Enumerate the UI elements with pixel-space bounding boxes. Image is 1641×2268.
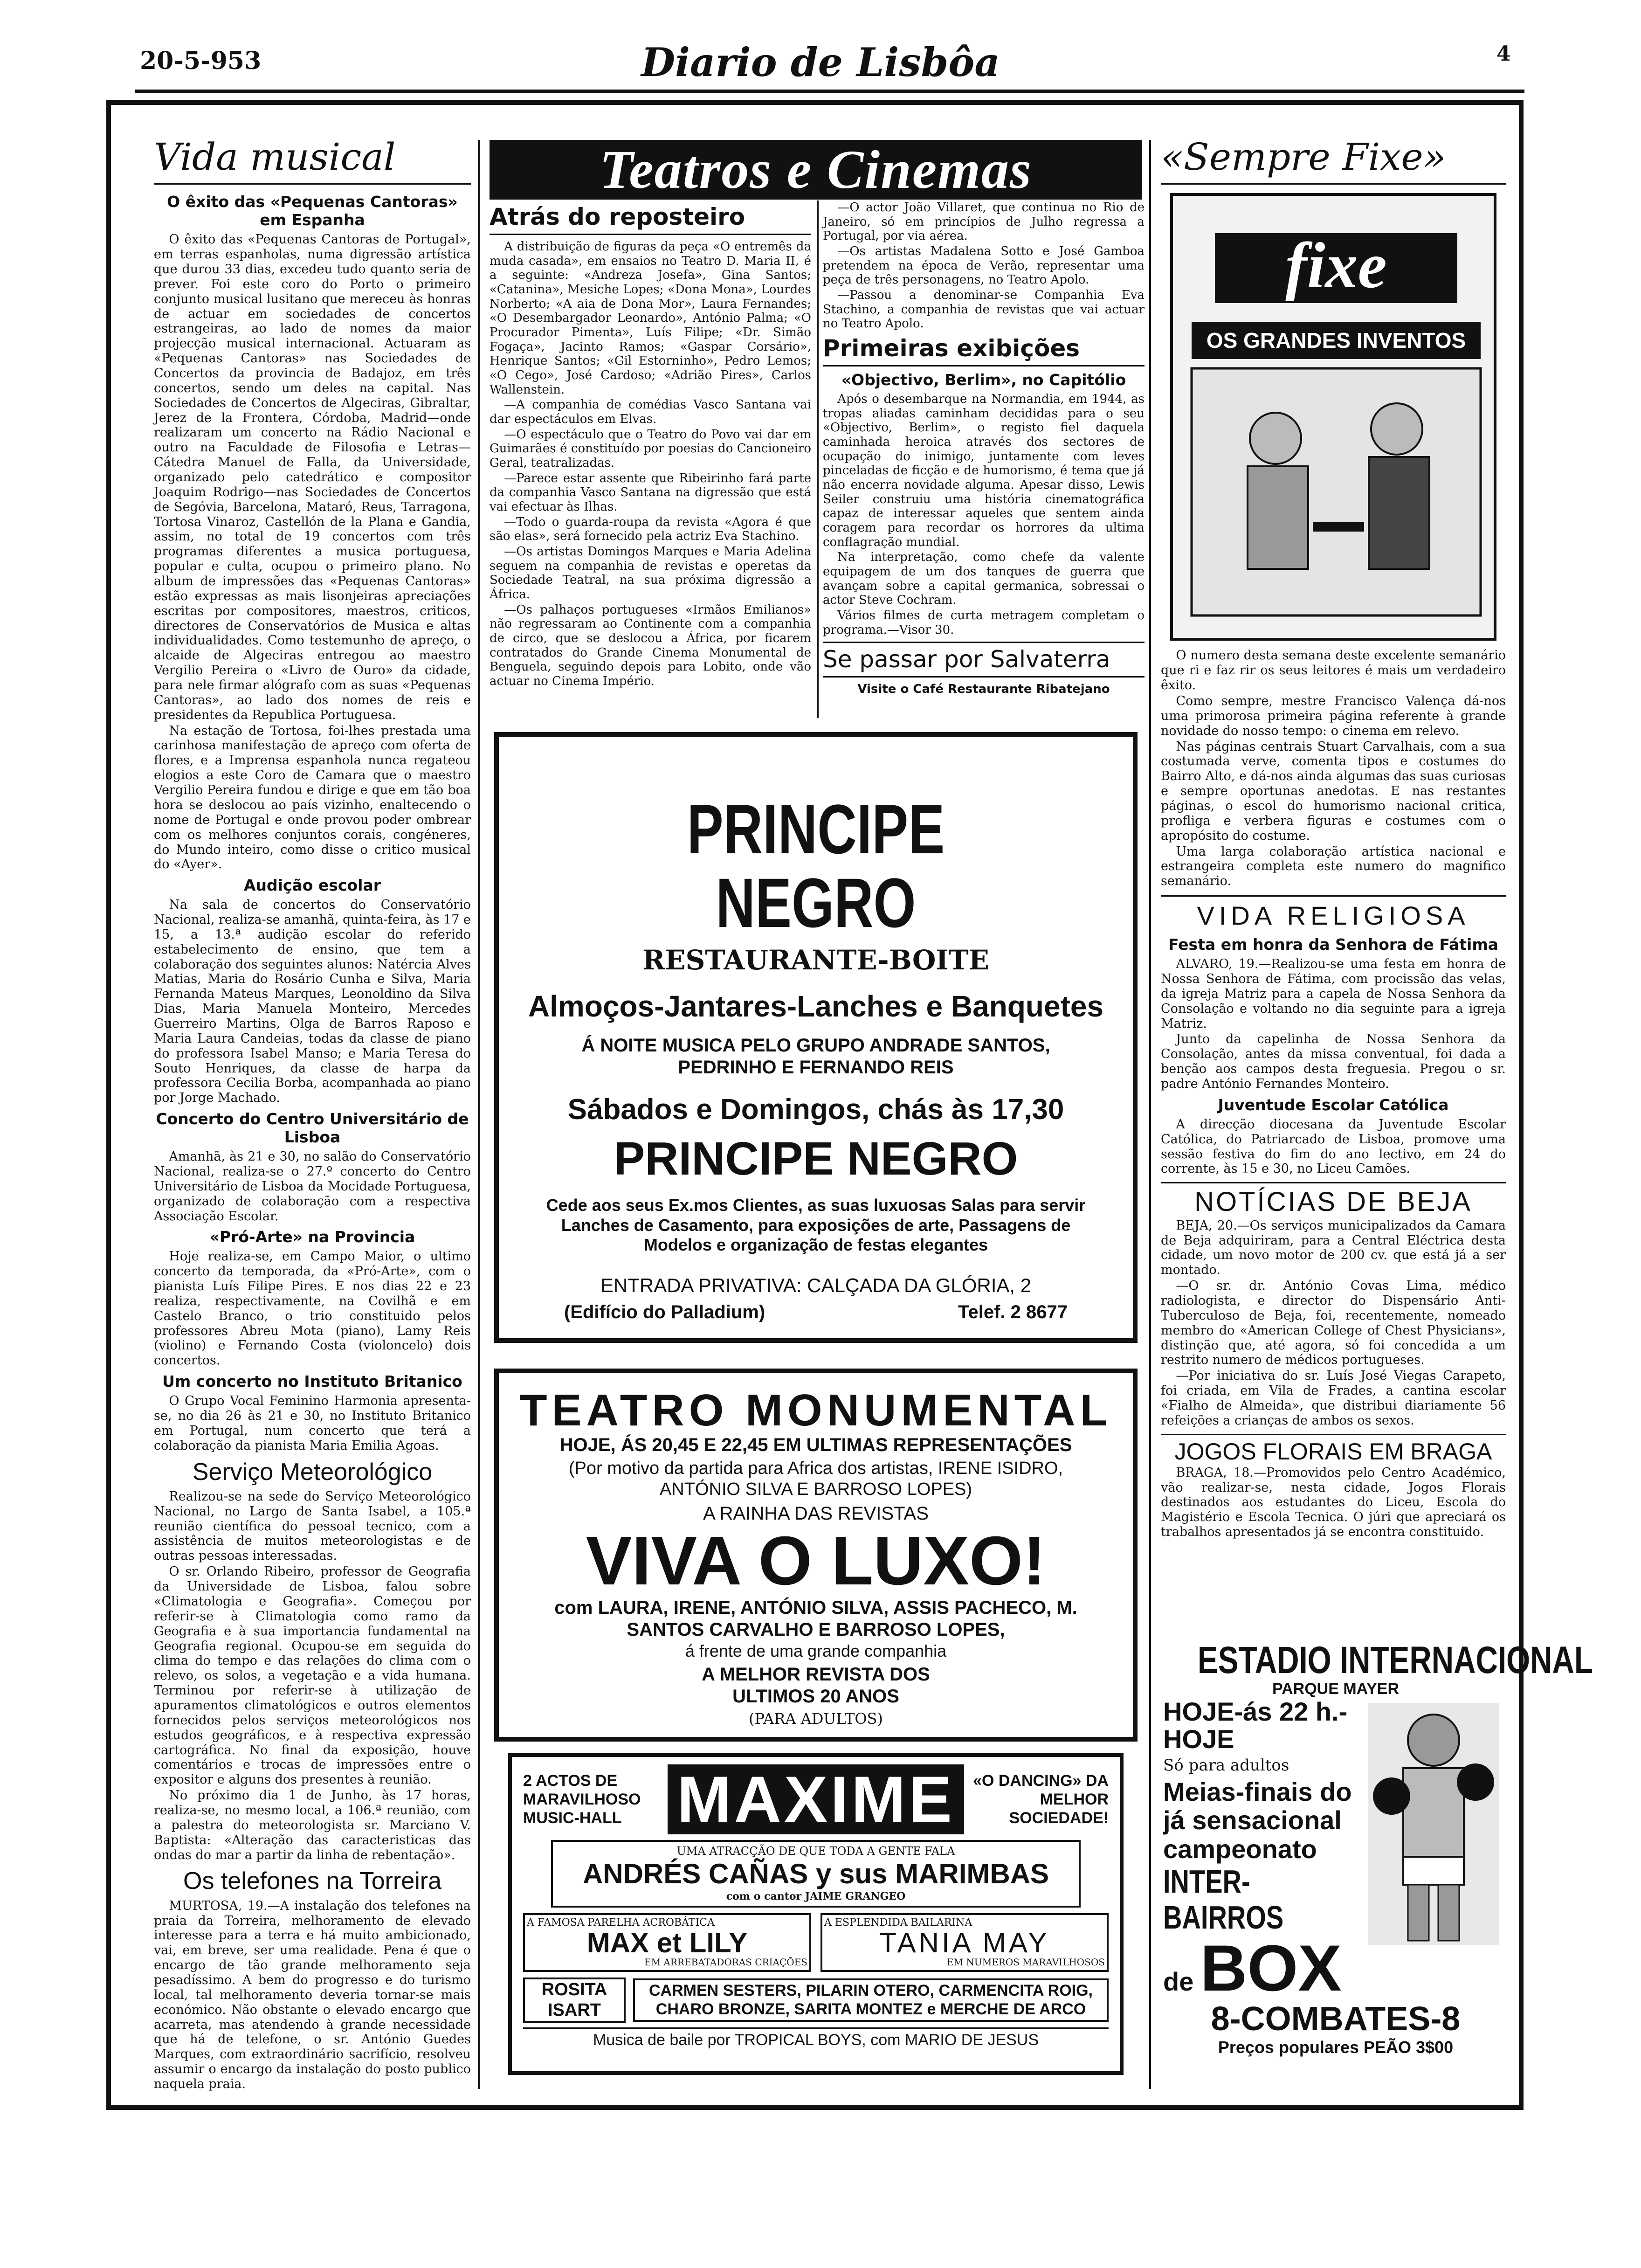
article-heading: Juventude Escolar Católica: [1218, 1095, 1449, 1114]
article-paragraph: Uma larga colaboração artística nacional e estrangeira completa este numero do magnifico semanário.: [1161, 844, 1506, 889]
header-rule: [135, 90, 1524, 93]
article-paragraph: BRAGA, 18.—Promovidos pelo Centro Académico, vão realizar-se, nesta cidade, Jogos Florais destinados aos estudantes do Liceu, Escola do Magistério e Escola Tecnica. O júri que apreciará os trabalhos apresentados já se encontra constituido.: [1161, 1465, 1506, 1540]
ad-performer: ROSITA ISART: [523, 1978, 626, 2023]
article-paragraph: —O espectáculo que o Teatro do Povo vai dar em Guimarães é constituído por poesias do Cancioneiro Geral, teatralizadas.: [490, 427, 811, 470]
estadio-internacional-ad: [1163, 1639, 1593, 2070]
ad-headline: MAXIME: [668, 1764, 964, 1834]
article-paragraph: BEJA, 20.—Os serviços municipalizados da Camara de Beja adquiriram, para a Central Eléctrica desta cidade, um novo motor de 200 cv. que está já a ser montado.: [1161, 1218, 1506, 1278]
ad-note: (Por motivo da partida para Africa dos artistas, IRENE ISIDRO, ANTÓNIO SILVA E BARROSO LOPES): [568, 1458, 1063, 1499]
ad-note: com o cantor JAIME GRANGEO: [726, 1890, 906, 1903]
ad-music: Á NOITE MUSICA PELO GRUPO ANDRADE SANTOS, PEDRINHO E FERNANDO REIS: [581, 1035, 1050, 1078]
maxime-ad: [508, 1753, 1124, 2075]
article-heading: «Pró-Arte» na Provincia: [209, 1228, 415, 1246]
ad-note: 2 ACTOS DE MARAVILHOSO MUSIC-HALL: [523, 1771, 641, 1827]
teatros-left-column: [490, 201, 811, 727]
ad-note: Musica de baile por TROPICAL BOYS, com MARIO DE JESUS: [523, 2027, 1109, 2049]
ad-address: ENTRADA PRIVATIVA: CALÇADA DA GLÓRIA, 2: [600, 1274, 1032, 1296]
boxer-illustration: [1364, 1698, 1503, 1950]
ad-headline: ESTADIO INTERNACIONAL: [1198, 1639, 1593, 1681]
cover-logo: fixe: [1215, 233, 1457, 303]
ad-event: BOX: [1200, 1931, 1342, 2005]
article-paragraph: Vários filmes de curta metragem completam o programa.—Visor 30.: [823, 608, 1145, 637]
teatro-monumental-ad: [494, 1369, 1138, 1742]
article-heading: «Objectivo, Berlim», no Capitólio: [841, 371, 1126, 389]
article-paragraph: —Passou a denominar-se Companhia Eva Stachino, a companhia de revistas que vai actuar no Teatro Apolo.: [823, 288, 1145, 331]
ad-note: (PARA ADULTOS): [749, 1710, 883, 1728]
article-paragraph: ALVARO, 19.—Realizou-se uma festa em honra de Nossa Senhora de Fátima, com procissão das velas, da igreja Matriz para a capela de Nossa Senhora da Consolação e voltando no dia seguinte para a igreja Matriz.: [1161, 957, 1506, 1031]
page-number: 4: [1496, 42, 1511, 66]
column-divider: [478, 140, 480, 2089]
ad-services: Almoços-Jantares-Lanches e Banquetes: [528, 989, 1104, 1023]
article-paragraph: O êxito das «Pequenas Cantoras de Portugal», em terras espanholas, numa digressão artística que durou 33 dias, excedeu tudo quanto seria de prever. Foi este coro do Porto o primeiro conjunto musical lusitano que mereceu às honras de actuar em sociedades de concertos estrangeiras, ao lado de nomes da maior projecção musical internacional. Actuaram as «Pequenas Cantoras» nas Sociedades de Concertos da provincia de Badajoz, em três concertos, sendo um deles na capital. Nas Sociedades de Concertos de Algeciras, Gibraltar, Jerez de la Frontera, Córdoba, Madrid—onde realizaram um concerto na Rádio Nacional e outro na Faculdade de Filosofia e Letras—Cátedra Manuel de Falla, da Universidade, organizado pelo catedrático e compositor Joaquim Rodrigo—nas Sociedades de Concertos de Segóvia, Barcelona, Mataró, Reus, Tarragona, Tortosa Vinaroz, Castellón de la Plana e Gandia, assim, no total de 19 concertos com três programas diferentes a musica portuguesa, popular e culta, ocupou o primeiro plano. No album de impressões das «Pequenas Cantoras» estão expressas as mais lisonjeiras apreciações escritas por compositores, maestros, criticos, directores de Conservatórios de Musica e altas individualidades. Como testemunho de apreço, o alcaide de Algeciras entregou ao maestro Vergilio Pereira o «Livro de Ouro» da cidade, para nele firmar alógrafo com as suas «Pequenas Cantoras», ao lado dos nomes de reis e presidentes da Republica Portuguesa.: [154, 232, 471, 722]
article-heading: Concerto do Centro Universitário de Lisboa: [156, 1110, 469, 1147]
ad-body: Cede aos seus Ex.mos Clientes, as suas luxuosas Salas para servir Lanches de Casamento, para exposições de arte, Passagens de Modelos e organização de festas elegantes: [546, 1196, 1086, 1255]
article-paragraph: A direcção diocesana da Juventude Escolar Católica, do Patriarcado de Lisboa, promove uma sessão festiva do fim do ano lectivo, em 24 do corrente, às 15 e 30, no Liceu Camões.: [1161, 1117, 1506, 1176]
article-heading: Audição escolar: [243, 876, 381, 895]
article-paragraph: Realizou-se na sede do Serviço Meteorológico Nacional, no Largo de Santa Isabel, a 105.ª reunião científica do pessoal tecnico, com a assistência de muitos meteorologistas e de outras pessoas interessadas.: [154, 1489, 471, 1563]
article-paragraph: O sr. Orlando Ribeiro, professor de Geografia da Universidade de Lisboa, falou sobre «Climatologia e Geografia». Começou por referir-se à Climatologia como ramo da Geografia e à sua importancia fundamental na Geografia regional. Ocupou-se em seguida do clima do tempo e das relações do clima com o relevo, os solos, a vegetação e a vida humana. Terminou por referir-se à utilização de apuramentos climatológicos e outros elementos fornecidos pelos serviços meteorológicos nos estudos geográficos, e à respectiva expressão cartográfica. No final da exposição, houve comentários e trocas de impressões entre o expositor e alguns dos presentes à reunião.: [154, 1564, 471, 1787]
issue-date: 20-5-953: [140, 47, 262, 75]
ad-performer-list: CARMEN SESTERS, PILARIN OTERO, CARMENCITA ROIG, CHARO BRONZE, SARITA MONTEZ e MERCHE DE ARCO: [633, 1978, 1109, 2021]
ad-note: «O DANCING» DA MELHOR SOCIEDADE!: [973, 1771, 1109, 1827]
article-heading: Festa em honra da Senhora de Fátima: [1168, 935, 1499, 954]
sempre-fixe-cover-image: [1170, 193, 1496, 641]
section-subtitle: Atrás do reposteiro: [490, 201, 811, 235]
ad-event: INTER-BAIRROS: [1163, 1863, 1284, 1936]
ad-schedule: Sábados e Domingos, chás às 17,30: [567, 1093, 1064, 1126]
ad-note: EM ARREBATADORAS CRIAÇÕES: [644, 1957, 807, 1968]
ad-schedule: HOJE-ás 22 h.-HOJE: [1163, 1697, 1348, 1754]
article-paragraph: Após o desembarque na Normandia, em 1944, as tropas aliadas caminham decididas para o seu «Objectivo, Berlim», o registo fiel daquela caminhada heroica através dos sectores de ocupação do inimigo, juntamente com leves pinceladas de ficção e de humorismo, é tema que já não encerra novidade alguma. Apesar disso, Lewis Seiler construiu uma história cinematográfica capaz de interessar aqueles que sentem ainda coragem para recordar os horrores da ultima conflagração mundial.: [823, 392, 1145, 549]
ad-headline: PRINCIPE NEGRO: [687, 790, 945, 942]
section-title: VIDA RELIGIOSA: [1161, 895, 1506, 931]
article-paragraph: —O sr. dr. António Covas Lima, médico radiologista, e director do Dispensário Anti-Tuberculoso de Beja, foi, recentemente, nomeado membro do «American College of Chest Physicians», distinção que, até agora, só foi concedida a um restrito numero de médicos portugueses.: [1161, 1279, 1506, 1368]
ad-prices: Preços populares PEÃO 3$00: [1218, 2037, 1454, 2057]
article-paragraph: Amanhã, às 21 e 30, no salão do Conservatório Nacional, realiza-se o 27.º concerto do Centro Universitário de Lisboa da Mocidade Portuguesa, organizado de colaboração com a respectiva Associação Escolar.: [154, 1149, 471, 1224]
article-paragraph: Na interpretação, como chefe da valente equipagem de um dos tanques de guerra que avançam sobre a capital germanica, sobressai o actor Steve Cochram.: [823, 550, 1145, 608]
column-divider: [1149, 140, 1151, 2089]
ad-subheadline: PARQUE MAYER: [1272, 1680, 1400, 1698]
ad-body: Meias-finais do já sensacional campeonato: [1163, 1777, 1352, 1864]
salvaterra-ad-text: Visite o Café Restaurante Ribatejano: [857, 682, 1110, 697]
article-paragraph: A distribuição de figuras da peça «O entremês da muda casada», em ensaios no Teatro D. Maria II, é a seguinte: «Andreza Josefa», Gina Santos; «Catanina», Mesiche Lopes; «Dona Mona», Lourdes Norberto; «A aia de Dona Mor», Laura Fernandes; «O Desembargador Leonardo», António Palma; «O Procurador Pimenta», Luís Filipe; «Dr. Simão Fogaça», Jacinto Ramos; «Gaspar Corsário», Henrique Santos; «Gil Estorninho», Pedro Lemos; «O Cego», José Cardoso; «Adrião Pires», Carlos Wallenstein.: [490, 240, 811, 397]
principe-negro-ad: [494, 732, 1138, 1343]
ad-note: de: [1163, 1966, 1194, 1996]
article-paragraph: Nas páginas centrais Stuart Carvalhais, com a sua costumada verve, comenta tipos e costumes do Bairro Alto, e dá-nos ainda algumas das suas curiosas e sempre oportunas anedotas. E nas restantes páginas, o escol do humorismo nacional critica, profliga e verbera figuras e costumes com o apropósito do costume.: [1161, 739, 1506, 843]
ad-phone: Telef. 2 8677: [958, 1302, 1068, 1323]
ad-cast: com LAURA, IRENE, ANTÓNIO SILVA, ASSIS PACHECO, M. SANTOS CARVALHO E BARROSO LOPES,: [554, 1597, 1077, 1640]
article-paragraph: —Parece estar assente que Ribeirinho fará parte da companhia Vasco Santana na digressão que está vai efectuar às Ilhas.: [490, 471, 811, 514]
cover-illustration: [1173, 196, 1499, 643]
article-paragraph: O Grupo Vocal Feminino Harmonia apresenta-se, no dia 26 às 21 e 30, no Instituto Britanico em Portugal, num concerto que terá a colaboração da pianista Maria Emilia Agoas.: [154, 1394, 471, 1453]
newspaper-masthead: Diario de Lisbôa: [641, 39, 1000, 85]
article-paragraph: —A companhia de comédias Vasco Santana vai dar espectáculos em Elvas.: [490, 398, 811, 427]
teatros-cinemas-banner: Teatros e Cinemas: [490, 140, 1142, 200]
ad-note: A ESPLENDIDA BAILARINA: [824, 1917, 972, 1929]
article-paragraph: —Por iniciativa do sr. Luís José Viegas Carapeto, foi criada, em Vila de Frades, a cantina escolar «Fialho de Almeida», que distribui diariamente 56 refeições a crianças de ambos os sexos.: [1161, 1369, 1506, 1428]
ad-schedule: HOJE, ÁS 20,45 E 22,45 EM ULTIMAS REPRESENTAÇÕES: [559, 1434, 1072, 1455]
ad-subheadline: RESTAURANTE-BOITE: [642, 944, 989, 976]
ad-note: A FAMOSA PARELHA ACROBÁTICA: [527, 1917, 715, 1929]
ad-note: á frente de uma grande companhia: [685, 1641, 947, 1660]
ad-note: UMA ATRACÇÃO DE QUE TODA A GENTE FALA: [676, 1845, 955, 1858]
article-paragraph: —O actor João Villaret, que continua no Rio de Janeiro, só em princípios de Julho regressa a Portugal, por via aérea.: [823, 201, 1145, 243]
ad-note: Só para adultos: [1163, 1756, 1289, 1775]
article-paragraph: —Os artistas Madalena Sotto e José Gamboa pretendem na época de Verão, representar uma peça de três personagens, no Teatro Apolo.: [823, 244, 1145, 287]
ad-show-title: VIVA O LUXO!: [586, 1522, 1046, 1599]
ad-headline: PRINCIPE NEGRO: [614, 1133, 1018, 1185]
article-heading: Um concerto no Instituto Britanico: [162, 1372, 462, 1391]
article-paragraph: Como sempre, mestre Francisco Valença dá-nos uma primorosa primeira página referente à grande novidade do nosso tempo: o cinema em relevo.: [1161, 693, 1506, 738]
section-title: NOTÍCIAS DE BEJA: [1161, 1182, 1506, 1218]
article-heading: Os telefones na Torreira: [183, 1867, 441, 1895]
article-paragraph: Hoje realiza-se, em Campo Maior, o ultimo concerto da temporada, da «Pró-Arte», com o pianista Luís Filipe Pires. E nos dias 22 e 23 realiza, respectivamente, na Covilhã e em Castelo Branco, o trio constituido pelos professores Abreu Mota (piano), Lamy Reis (violino) e Fernando Costa (violoncelo) dois concertos.: [154, 1249, 471, 1368]
ad-tagline: A RAINHA DAS REVISTAS: [703, 1503, 929, 1524]
ad-performer: ANDRÉS CAÑAS y sus MARIMBAS: [582, 1858, 1049, 1890]
teatros-right-column: [823, 201, 1145, 718]
ad-building: (Edifício do Palladium): [564, 1302, 765, 1323]
ad-headline: 8-COMBATES-8: [1211, 2000, 1461, 2038]
section-title: Vida musical: [154, 135, 471, 185]
column-divider: [817, 201, 819, 718]
cover-headline: OS GRANDES INVENTOS: [1192, 322, 1481, 359]
article-paragraph: Na estação de Tortosa, foi-lhes prestada uma carinhosa manifestação de apreço com oferta de flores, e a Imprensa espanhola nunca regateou elogios a este Coro de Camara que o maestro Vergilio Pereira fundou e dirige e que em tão boa hora se deslocou ao país vizinho, enaltecendo o nome de Portugal e onde provou poder ombrear com os melhores conjuntos corais, congéneres, do Mundo inteiro, como disse o critico musical do «Ayer».: [154, 723, 471, 872]
article-paragraph: O numero desta semana deste excelente semanário que ri e faz rir os seus leitores é mais um verdadeiro êxito.: [1161, 648, 1506, 693]
article-heading: O êxito das «Pequenas Cantoras» em Espanha: [167, 193, 458, 229]
section-subtitle: Se passar por Salvaterra: [823, 642, 1145, 678]
ad-performer: TANIA MAY: [879, 1927, 1050, 1959]
article-paragraph: —Os palhaços portugueses «Irmãos Emilianos» não regressaram ao Continente com a companhia de circo, que se deslocou a África, por ficarem contratados do Grande Cinema Monumental de Benguela, seguindo depois para Lobito, onde vão actuar no Cinema Império.: [490, 602, 811, 689]
ad-headline: TEATRO MONUMENTAL: [519, 1385, 1112, 1435]
article-paragraph: MURTOSA, 19.—A instalação dos telefones na praia da Torreira, melhoramento de elevado interesse para a terra e há muito ambicionado, vai, em breve, ser uma realidade. Pena é que o encargo de tão grande melhoramento seja pesadíssimo. A bem do progresso e do turismo local, tal melhoramento deveria tornar-se mais económico. Não obstante o elevado encargo que acarreta, mas atendendo à grande necessidade que há de telefone, o sr. António Guedes Marques, com extraordinário sacrifício, resolveu assumir o encargo da instalação do posto publico naquela praia.: [154, 1898, 471, 2092]
vida-musical-column: [154, 135, 471, 2092]
section-subtitle: Primeiras exibições: [823, 332, 1145, 366]
article-paragraph: —Os artistas Domingos Marques e Maria Adelina seguem na companhia de revistas e operetas da Sociedade Teatral, na sua próxima digressão a África.: [490, 545, 811, 602]
section-title: «Sempre Fixe»: [1161, 135, 1506, 185]
article-paragraph: No próximo dia 1 de Junho, às 17 horas, realiza-se, no mesmo local, a 106.ª reunião, com a palestra do meteorologista sr. Marciano V. Baptista: «Alteração das caracteristicas das ondas do mar a partir da linha de rebentação».: [154, 1788, 471, 1862]
ad-tagline: A MELHOR REVISTA DOS ULTIMOS 20 ANOS: [702, 1664, 930, 1707]
article-heading: Serviço Meteorológico: [192, 1458, 433, 1486]
ad-note: EM NUMEROS MARAVILHOSOS: [946, 1957, 1105, 1968]
section-title: JOGOS FLORAIS EM BRAGA: [1161, 1434, 1506, 1466]
article-paragraph: Junto da capelinha de Nossa Senhora da Consolação, antes da missa conventual, foi dada a benção aos campos desta freguesia. Pregou o sr. padre António Fernandes Monteiro.: [1161, 1032, 1506, 1092]
article-paragraph: —Todo o guarda-roupa da revista «Agora é que são elas», será fornecido pela actriz Eva Stachino.: [490, 515, 811, 544]
article-paragraph: Na sala de concertos do Conservatório Nacional, realiza-se amanhã, quinta-feira, às 17 e 15, a 13.ª audição escolar do referido estabelecimento de ensino, que tem a colaboração dos seguintes alunos: Natércia Alves Matias, Maria do Rosário Cunha e Silva, Maria Fernanda Mateus Marques, Leonoldino da Silva Dias, Maria Manuela Monteiro, Mercedes Guerreiro Martins, Olga de Barros Raposo e Maria Laura Candeias, todas da classe de piano do professora Isabel Manso; e Maria Teresa do Souto Henriques, da classe de harpa da professora Cecilia Borba, acompanhada ao piano por Jorge Machado.: [154, 898, 471, 1106]
right-column: [1161, 135, 1506, 1590]
ad-performer: MAX et LILY: [586, 1927, 748, 1959]
